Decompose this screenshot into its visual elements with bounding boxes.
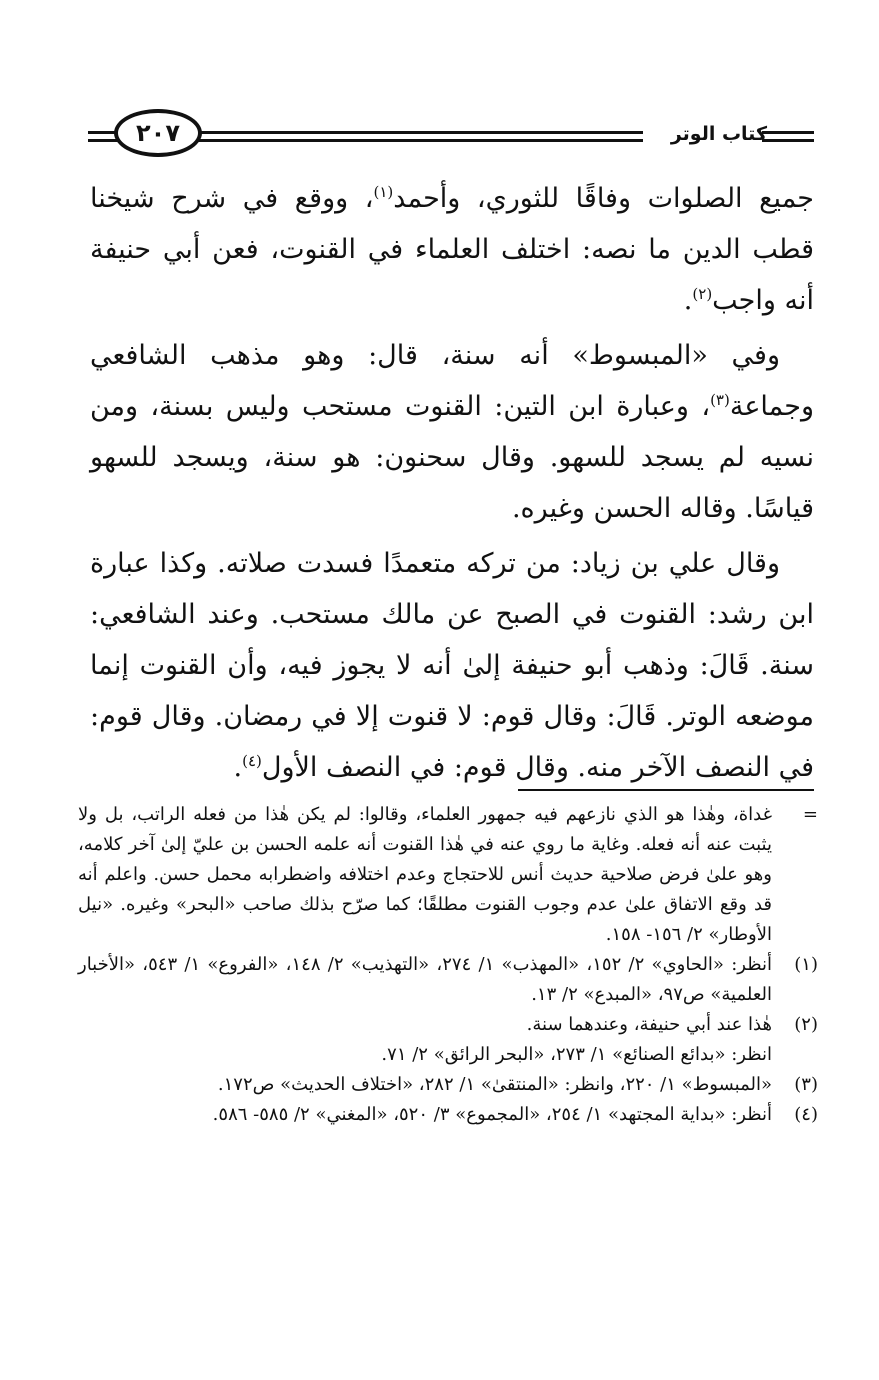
footnote-3-marker: (٣) (794, 1074, 818, 1095)
header-rule-left-bottom (88, 139, 118, 142)
footnote-3 (78, 1070, 818, 1100)
footnote-1 (78, 950, 818, 1010)
paragraph-3 (90, 538, 814, 793)
footnote-continued-text: غداة، وهٰذا هو الذي نازعهم فيه جمهور العلماء، وقالوا: لم يكن هٰذا من فعله الراتب، بل ولا يثبت عنه أنه فعله. وغاية ما روي عنه في هٰذا القنوت أنه علمه الحسن بن عليّ إلىٰ آخر كلامه، وهو علىٰ فرض صلاحية حديث أنس للاحتجاج وعدم اختلافه واضطرابه محمل حسن. واعلم أنه قد وقع الاتفاق علىٰ عدم وجوب القنوت مطلقًا؛ كما صرّح بذلك صاحب «البحر» وغيره. «نيل الأوطار» ٢/ ١٥٦- ١٥٨. (78, 804, 772, 945)
footnote-ref-1: (١) (373, 183, 394, 201)
p2-text-a: وفي «المبسوط» أنه سنة، قال: وهو مذهب الشافعي وجماعة (90, 340, 814, 422)
page-number-oval (114, 109, 202, 157)
book-title: كتاب الوتر (670, 123, 767, 145)
p2-text-b: ، وعبارة ابن التين: القنوت مستحب وليس بسنة، ومن نسيه لم يسجد للسهو. وقال سحنون: هو سنة، ويسجد للسهو قياسًا. وقاله الحسن وغيره. (90, 391, 814, 524)
footnote-1-text: أنظر: «الحاوي» ٢/ ١٥٢، «المهذب» ١/ ٢٧٤، «التهذيب» ٢/ ١٤٨، «الفروع» ١/ ٥٤٣، «الأخبار العلمية» ص٩٧، «المبدع» ٢/ ١٣. (78, 954, 772, 1005)
page-number: ٢٠٧ (136, 119, 180, 147)
header-rule-right-top (762, 131, 814, 134)
header-rule-right-bottom (762, 139, 814, 142)
p1-text-c: . (683, 285, 693, 316)
p3-text-a: وقال علي بن زياد: من تركه متعمدًا فسدت صلاته. وكذا عبارة ابن رشد: القنوت في الصبح عن مالك مستحب. وعند الشافعي: سنة. قَالَ: وذهب أبو حنيفة إلىٰ أنه لا يجوز فيه، وأن القنوت إنما موضعه الوتر. قَالَ: وقال قوم: لا قنوت إلا في رمضان. وقال قوم: في النصف الآخر منه. وقال قوم: في النصف الأول (90, 548, 814, 783)
page-header (0, 105, 879, 165)
footnote-continued-marker: = (802, 804, 818, 825)
footnote-ref-2: (٢) (692, 285, 713, 303)
footnote-4-text: أنظر: «بداية المجتهد» ١/ ٢٥٤، «المجموع» ٣/ ٥٢٠، «المغني» ٢/ ٥٨٥- ٥٨٦. (212, 1104, 772, 1125)
footnote-4 (78, 1100, 818, 1130)
footnote-2-text-1: هٰذا عند أبي حنيفة، وعندهما سنة. (526, 1014, 772, 1035)
footnote-3-text: «المبسوط» ١/ ٢٢٠، وانظر: «المنتقىٰ» ١/ ٢٨٢، «اختلاف الحديث» ص١٧٢. (217, 1074, 772, 1095)
footnote-ref-4: (٤) (242, 752, 262, 770)
footnote-1-marker: (١) (794, 954, 818, 975)
footnote-2-marker: (٢) (794, 1014, 818, 1035)
header-rule-middle-top (195, 131, 643, 134)
footnote-ref-3: (٣) (710, 391, 730, 409)
footnote-2-text-2: انظر: «بدائع الصنائع» ١/ ٢٧٣، «البحر الرائق» ٢/ ٧١. (381, 1044, 772, 1065)
header-rule-middle-bottom (195, 139, 643, 142)
p1-text-b: ، ووقع في شرح شيخنا قطب الدين ما نصه: اختلف العلماء في القنوت، فعن أبي حنيفة أنه واجب (90, 183, 814, 316)
footnote-separator (518, 789, 814, 791)
footnote-continued (78, 800, 818, 950)
p3-text-b: . (233, 752, 243, 783)
main-text (90, 173, 814, 797)
footnote-2 (78, 1010, 818, 1070)
paragraph-1 (90, 173, 814, 326)
footnote-4-marker: (٤) (794, 1104, 818, 1125)
p1-text-a: جميع الصلوات وفاقًا للثوري، وأحمد (393, 183, 814, 214)
paragraph-2 (90, 330, 814, 534)
footnotes (78, 800, 818, 1130)
